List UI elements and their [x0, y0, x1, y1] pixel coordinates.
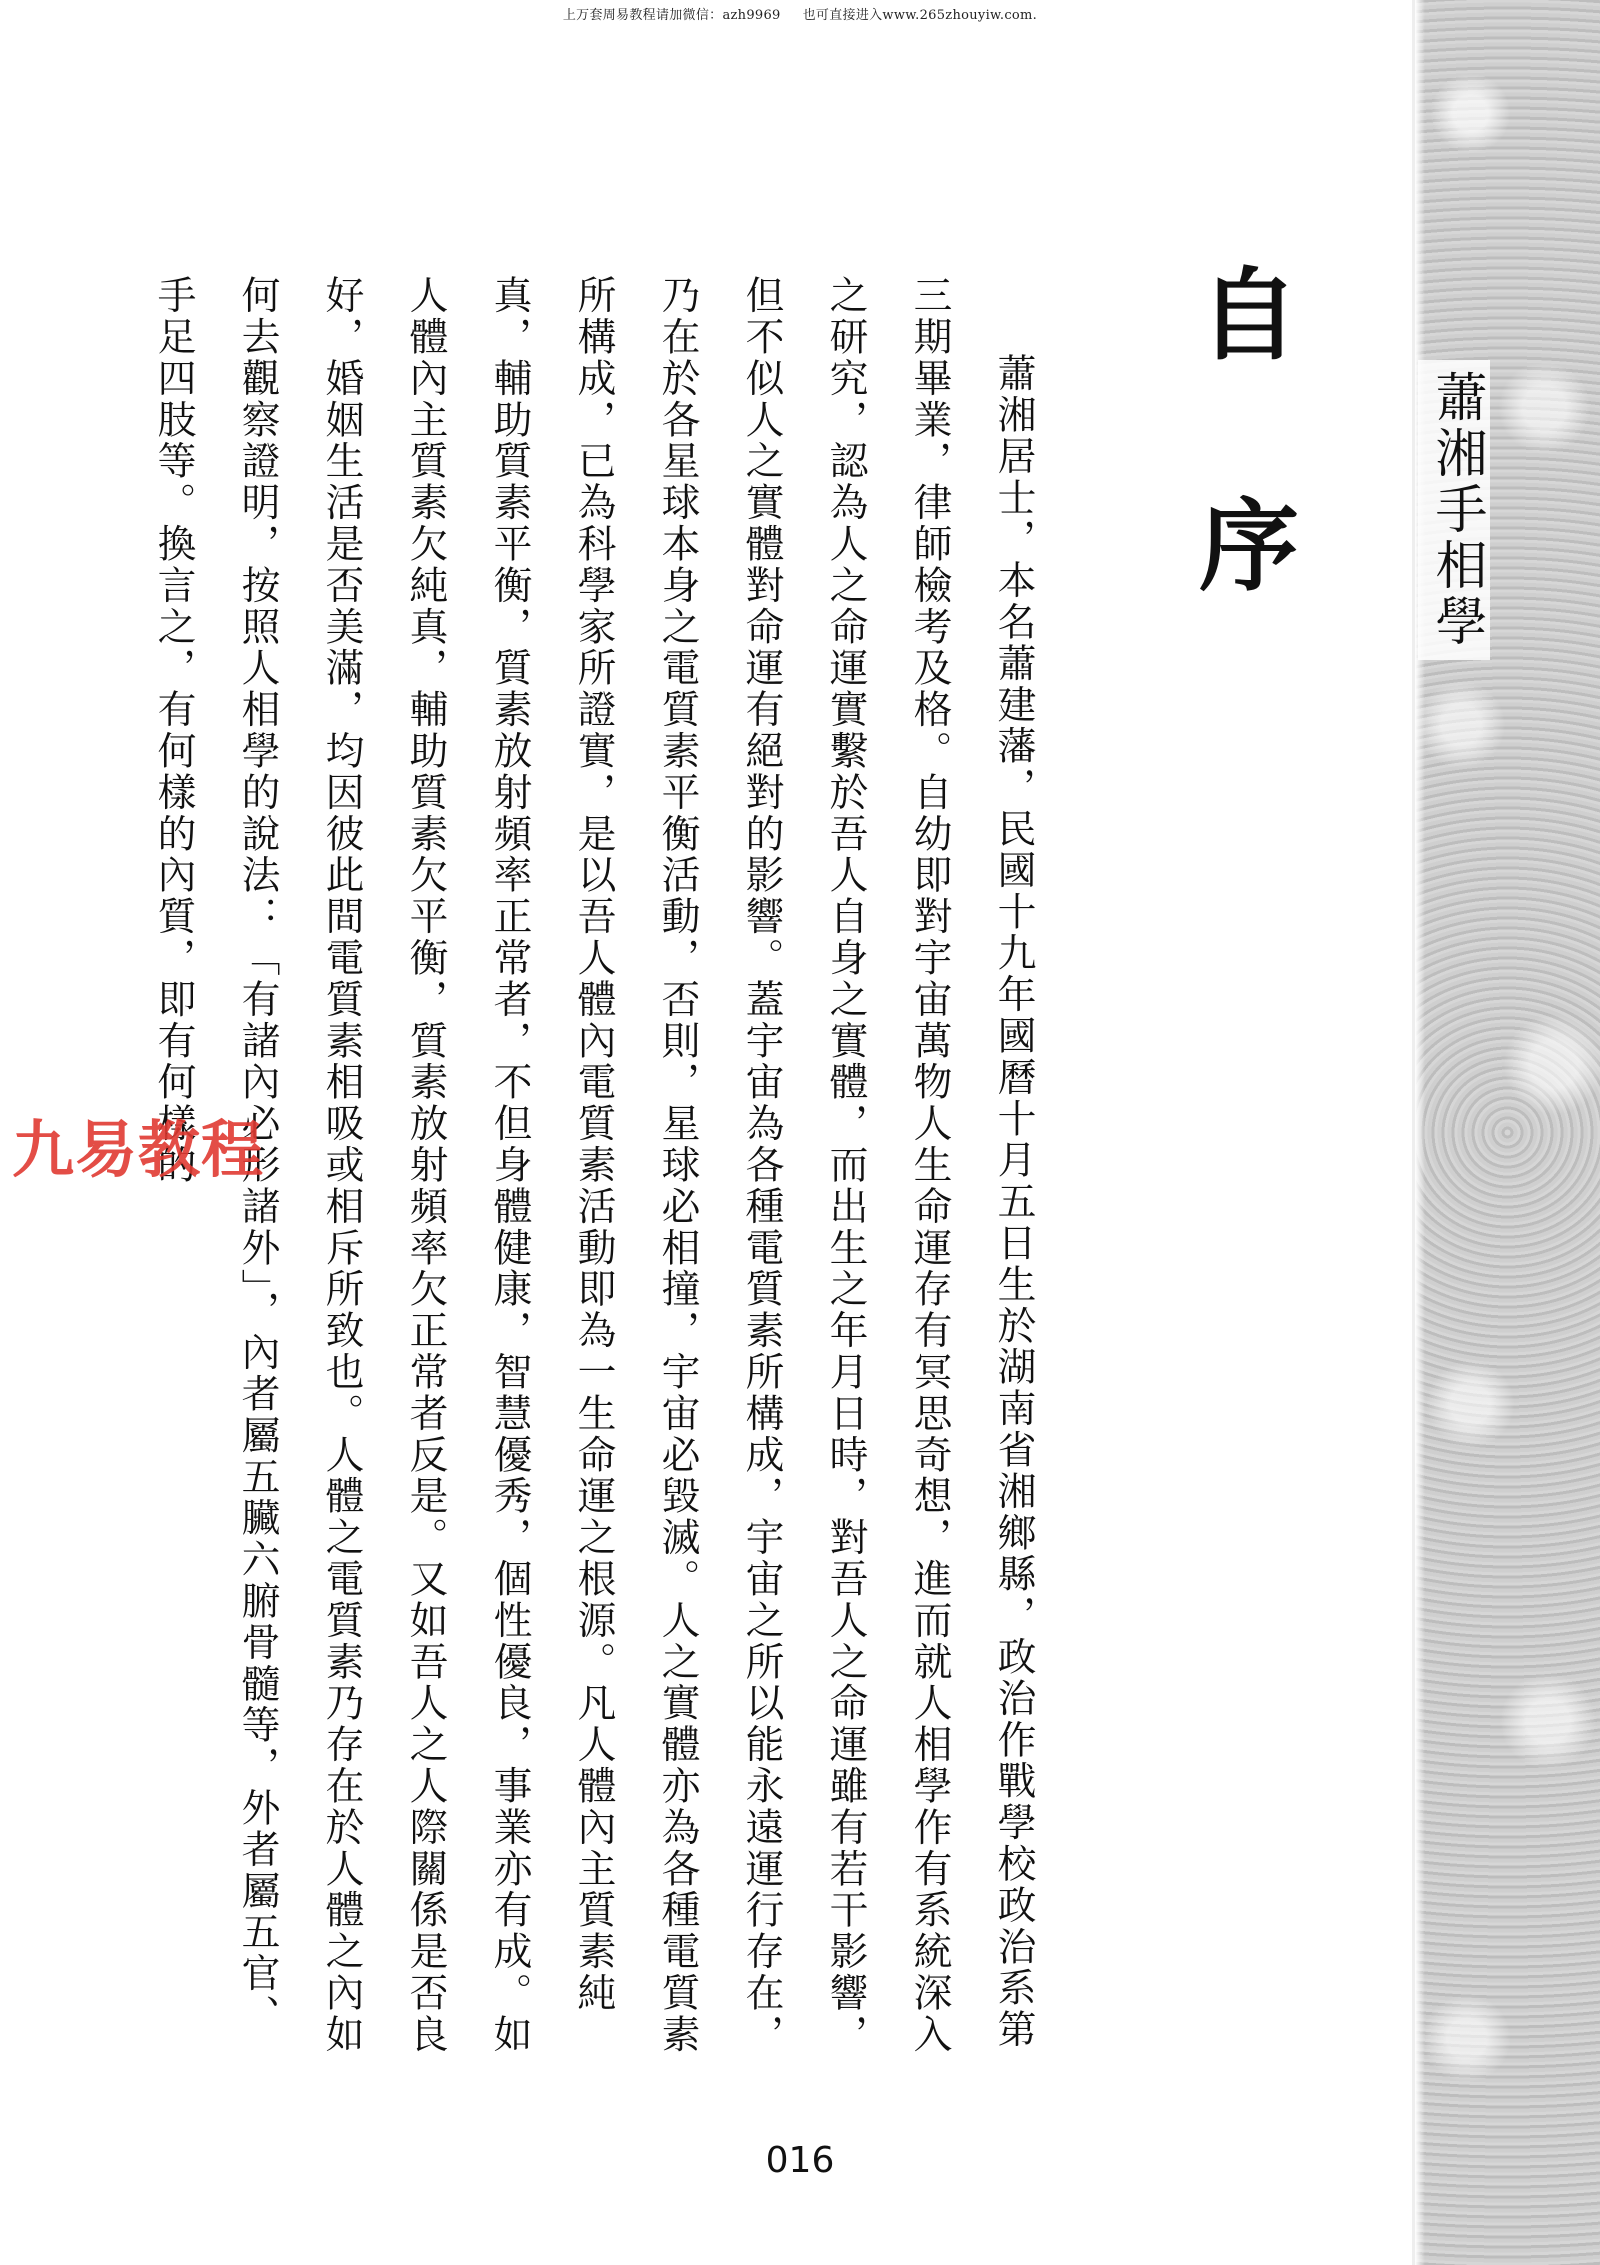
decorative-side-panel — [1412, 0, 1600, 2265]
banner-text-2: 也可直接进入www.265zhouyiw.com. — [802, 8, 1038, 23]
page-number: 016 — [765, 2140, 835, 2181]
section-heading: 自 序 — [1182, 262, 1299, 641]
banner-text-1: 上万套周易教程请加微信：azh9969 — [562, 8, 781, 23]
book-title: 蕭湘手相學 — [1426, 370, 1486, 650]
watermark-logo: 九易教程 — [12, 1113, 265, 1186]
top-banner — [0, 4, 1600, 23]
body-text — [151, 275, 1055, 2075]
paragraph: 蕭湘居士，本名蕭建藩，民國十九年國曆十月五日生於湖南省湘鄉縣，政治作戰學校政治系第三期畢業，律師檢考及格。自幼即對宇宙萬物人生命運存有冥思奇想，進而就人相學作有系統深入之研究，認為人之命運實繫於吾人自身之實體，而出生之年月日時，對吾人之命運雖有若干影響，但不似人之實體對命運有絕對的影響。蓋宇宙為各種電質素所構成，宇宙之所以能永遠運行存在，乃在於各星球本身之電質素平衡活動，否則，星球必相撞，宇宙必毀滅。人之實體亦為各種電質素所構成，已為科學家所證實，是以吾人體內電質素活動即為一生命運之根源。凡人體內主質素純真，輔助質素平衡，質素放射頻率正常者，不但身體健康，智慧優秀，個性優良，事業亦有成。如人體內主質素欠純真，輔助質素欠平衡，質素放射頻率欠正常者反是。又如吾人之人際關係是否良好，婚姻生活是否美滿，均因彼此間電質素相吸或相斥所致也。人體之電質素乃存在於人體之內如何去觀察證明，按照人相學的說法：「有諸內必形諸外」，內者屬五臟六腑骨髓等，外者屬五官、手足四肢等。換言之，有何樣的內質，即有何樣的 — [151, 275, 1036, 2056]
